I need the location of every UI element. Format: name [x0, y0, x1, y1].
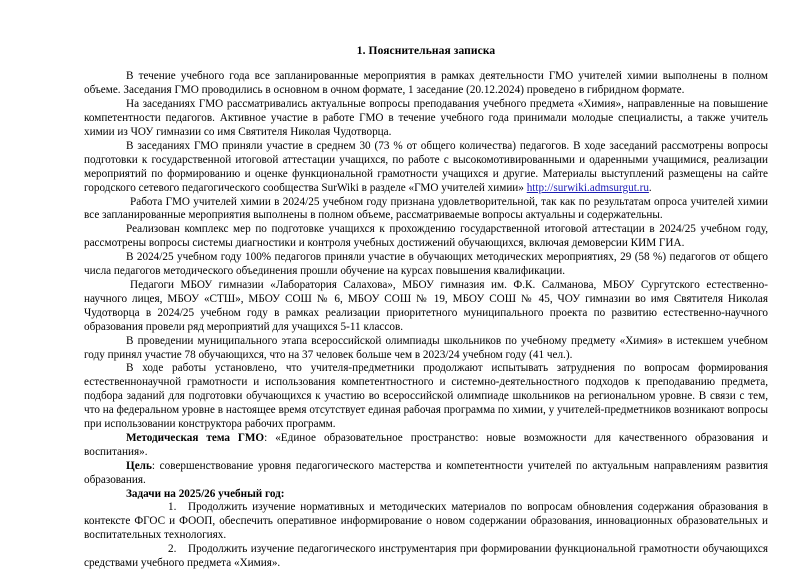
task-text-2: Продолжить изучение педагогического инструментария при формировании функциональной грамотности обучающихся средствами учебного предмета «Химия». [84, 543, 768, 570]
task-number-2: 2. [168, 543, 177, 556]
paragraph-2: На заседаниях ГМО рассматривались актуальные вопросы преподавания учебного предмета «Химия», направленные на повышение компетентности педагогов. Активное участие в работе ГМО в течение учебного года принимали молодые специалисты, а также учитель химии из ЧОУ гимназии со имя Святителя Николая Чудотворца. [84, 98, 768, 138]
tasks-label: Задачи на 2025/26 учебный год: [126, 487, 285, 500]
paragraph-3-text-before-link: В заседаниях ГМО приняли участие в среднем 30 (73 % от общего количества) педагогов. В ходе заседаний рассмотрены вопросы подготовки к государственной итоговой аттестации учащихся, по работе с высокомотивированными и одаренными учащимися, реализации мероприятий по формированию и оценке функциональной грамотности учащихся и другие. Материалы выступлений размещены на сайте городского сетевого педагогического сообщества SurWiki в разделе «ГМО учителей химии» [84, 139, 768, 194]
surwiki-link[interactable]: http://surwiki.admsurgut.ru [526, 181, 649, 194]
methodical-theme-label: Методическая тема ГМО [126, 431, 265, 444]
tasks-heading [84, 488, 768, 502]
paragraph-8: В проведении муниципального этапа всероссийской олимпиады школьников по учебному предмету «Химия» в истекшем учебном году принял участие 78 обучающихся, что на 37 человек больше чем в 2023/24 учебном году (41 чел.). [84, 334, 768, 361]
paragraph-1: В течение учебного года все запланированные мероприятия в рамках деятельности ГМО учителей химии выполнены в полном объеме. Заседания ГМО проводились в основном в очном формате, 1 заседание (20.12.2024) проведено в гибридном формате. [84, 70, 768, 97]
paragraph-3-text-after-link: . [648, 181, 652, 194]
paragraph-5: Реализован комплекс мер по подготовке учащихся к прохождению государственной итоговой аттестации в 2024/25 учебном году, рассмотрены вопросы системы диагностики и контроля учебных достижений обучающихся, включая демоверсии КИМ ГИА. [84, 223, 768, 250]
paragraph-9: В ходе работы установлено, что учителя-предметники продолжают испытывать затруднения по вопросам формирования естественнонаучной грамотности и использования компетентностного и системно-деятельностного подходов к преподаванию предмета, подбора заданий для подготовки обучающихся к участию во всероссийской олимпиаде школьников на региональном уровне. В связи с тем, что на федеральном уровне в настоящее время отсутствует единая рабочая программа по химии, у учителей-предметников возникают вопросы при использовании конструктора рабочих программ. [84, 362, 768, 431]
task-item-1 [84, 501, 768, 543]
paragraph-3 [84, 140, 768, 196]
methodical-theme-text: : «Единое образовательное пространство: новые возможности для качественного образования и воспитания». [84, 431, 768, 458]
goal-paragraph [84, 460, 768, 488]
paragraph-6: В 2024/25 учебном году 100% педагогов приняли участие в обучающих методических мероприятиях, 29 (58 %) педагогов от общего числа педагогов методического объединения прошли обучение на курсах повышения квалификации. [84, 251, 768, 278]
goal-text: : совершенствование уровня педагогического мастерства и компетентности учителей по актуальным направлениям развития образования. [84, 459, 768, 486]
task-item-2 [84, 543, 768, 571]
paragraph-7: Педагоги МБОУ гимназии «Лаборатория Салахова», МБОУ гимназия им. Ф.К. Салманова, МБОУ Сургутского естественно- научного лицея, МБОУ «СТШ», МБОУ СОШ № 6, МБОУ СОШ № 19, МБОУ СОШ № 45, ЧОУ гимназии во имя Святителя Николая Чудотворца в 2024/25 учебном году в рамках реализации приоритетного муниципального проекта по развитию естественно-научного образования провели ряд мероприятий для учащихся 5-11 классов. [84, 278, 768, 333]
goal-label: Цель [126, 459, 152, 472]
page-title: 1. Пояснительная записка [356, 45, 496, 57]
task-text-1: Продолжить изучение нормативных и методических материалов по вопросам обновления содержания образования в контексте ФГОС и ФООП, обеспечить оперативное информирование о новом содержании образования, инновационных образовательных и воспитательных технологиях. [84, 501, 768, 542]
paragraph-4: Работа ГМО учителей химии в 2024/25 учебном году признана удовлетворительной, так как по результатам опроса учителей химии все запланированные мероприятия выполнены в полном объеме, рассматриваемые вопросы актуальны и содержательны. [84, 195, 768, 222]
task-number-1: 1. [168, 501, 177, 514]
methodical-theme-paragraph [84, 432, 768, 460]
